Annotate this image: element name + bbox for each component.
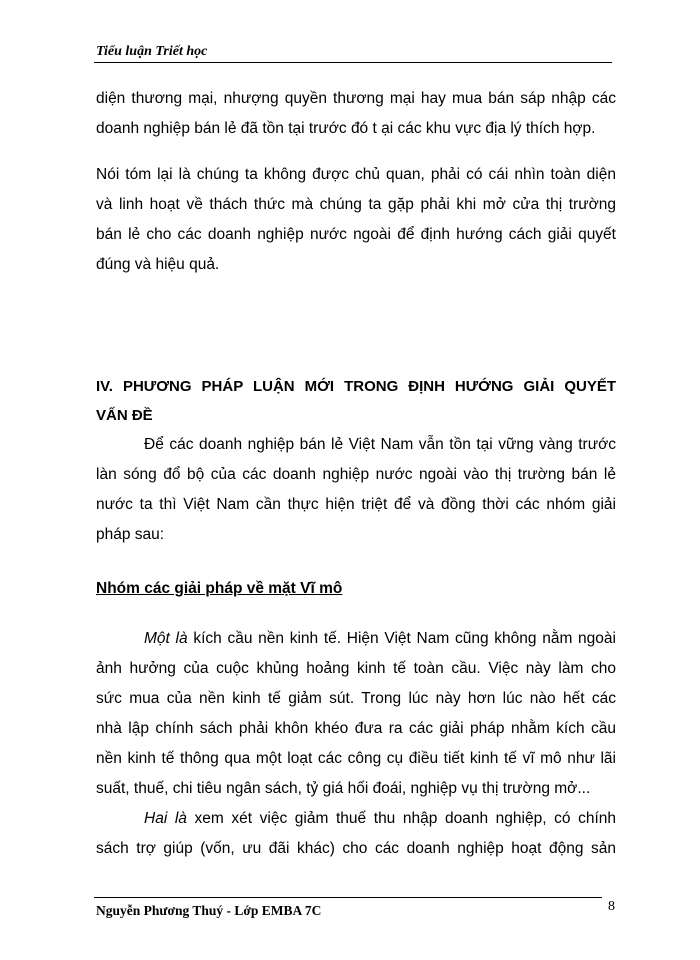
lead-phrase: Hai là bbox=[144, 810, 187, 827]
page-number: 8 bbox=[608, 899, 615, 914]
paragraph-line-text: kích cầu nền kinh tế. Hiện Việt Nam cũng không nằm ngoài bbox=[187, 630, 616, 647]
paragraph-line: ảnh hưởng của cuộc khủng hoảng kinh tế toàn cầu. Việc này làm cho bbox=[96, 660, 616, 677]
paragraph-line: nền kinh tế thông qua một loạt các công cụ điều tiết kinh tế vĩ mô như lãi bbox=[96, 750, 616, 767]
paragraph-line-text: xem xét việc giảm thuế thu nhập doanh nghiệp, có chính bbox=[186, 810, 616, 827]
footer-author: Nguyễn Phương Thuý - Lớp EMBA 7C bbox=[96, 903, 322, 918]
paragraph-solution-one bbox=[96, 624, 616, 804]
paragraph-line: suất, thuế, chi tiêu ngân sách, tỷ giá hối đoái, nghiệp vụ thị trường mở... bbox=[96, 780, 591, 797]
paragraph-line: sách trợ giúp (vốn, ưu đãi khác) cho các doanh nghiệp hoạt động sản bbox=[96, 840, 616, 857]
paragraph-line: pháp sau: bbox=[96, 526, 165, 543]
paragraph-summary bbox=[96, 160, 616, 280]
section-heading-line: VẤN ĐỀ bbox=[96, 407, 153, 424]
section-heading-line: IV. PHƯƠNG PHÁP LUẬN MỚI TRONG ĐỊNH HƯỚNG GIẢI QUYẾT bbox=[96, 378, 616, 395]
paragraph-line: Để các doanh nghiệp bán lẻ Việt Nam vẫn tồn tại vững vàng trước bbox=[144, 436, 616, 453]
paragraph-line: bán lẻ cho các doanh nghiệp nước ngoài để định hướng cách giải quyết bbox=[96, 226, 616, 243]
running-header-title: Tiểu luận Triết học bbox=[96, 44, 208, 59]
paragraph-line: đúng và hiệu quả. bbox=[96, 256, 220, 273]
paragraph-line bbox=[96, 804, 616, 834]
paragraph-line: sức mua của nền kinh tế giảm sút. Trong lúc này hơn lúc nào hết các bbox=[96, 690, 616, 707]
footer-rule bbox=[94, 897, 602, 898]
lead-phrase: Một là bbox=[144, 630, 188, 647]
header-rule bbox=[94, 62, 612, 63]
paragraph-intro bbox=[96, 430, 616, 550]
paragraph-line: làn sóng đổ bộ của các doanh nghiệp nước ngoài vào thị trường bán lẻ bbox=[96, 466, 616, 483]
paragraph-line: Nói tóm lại là chúng ta không được chủ quan, phải có cái nhìn toàn diện bbox=[96, 166, 616, 183]
sub-heading: Nhóm các giải pháp về mặt Vĩ mô bbox=[96, 580, 343, 597]
page-body bbox=[96, 84, 616, 864]
paragraph-line: doanh nghiệp bán lẻ đã tồn tại trước đó t ại các khu vực địa lý thích hợp. bbox=[96, 120, 596, 137]
paragraph-line bbox=[96, 624, 616, 654]
paragraph-continuation bbox=[96, 84, 616, 144]
paragraph-solution-two bbox=[96, 804, 616, 864]
paragraph-line: diện thương mại, nhượng quyền thương mại hay mua bán sáp nhập các bbox=[96, 90, 616, 107]
section-heading bbox=[96, 372, 616, 430]
paragraph-line: và linh hoạt về thách thức mà chúng ta gặp phải khi mở cửa thị trường bbox=[96, 196, 616, 213]
paragraph-line: nước ta thì Việt Nam cần thực hiện triệt để và đồng thời các nhóm giải bbox=[96, 496, 616, 513]
paragraph-line: nhà lập chính sách phải khôn khéo đưa ra các giải pháp nhằm kích cầu bbox=[96, 720, 616, 737]
